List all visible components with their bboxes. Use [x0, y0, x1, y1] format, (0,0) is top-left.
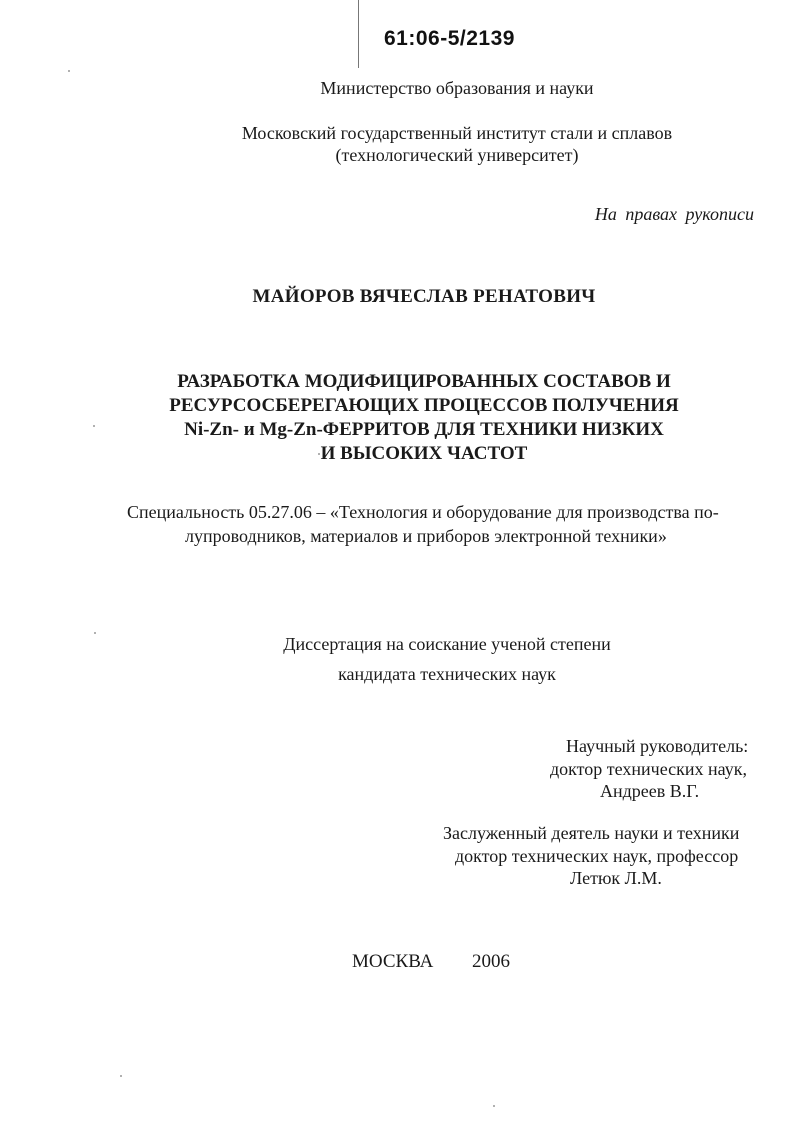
supervisor-name: Андреев В.Г.	[600, 781, 700, 801]
specialty-block	[127, 500, 757, 548]
consultant-title: Заслуженный деятель науки и техники	[443, 823, 740, 843]
scan-speck	[120, 1075, 122, 1077]
stamp-rule	[358, 0, 359, 68]
supervisor-degree: доктор технических наук,	[550, 759, 747, 779]
author-name: МАЙОРОВ ВЯЧЕСЛАВ РЕНАТОВИЧ	[252, 286, 596, 307]
year: 2006	[472, 951, 510, 972]
rights-note: На правах рукописи	[594, 204, 754, 224]
thesis-degree-line: Диссертация на соискание ученой степени	[283, 634, 611, 654]
title-line: И ВЫСОКИХ ЧАСТОТ	[320, 443, 528, 464]
title-line: РЕСУРСОСБЕРЕГАЮЩИХ ПРОЦЕССОВ ПОЛУЧЕНИЯ	[169, 395, 679, 416]
specialty-line: Специальность 05.27.06 – «Технология и оборудование для производства по-	[127, 502, 719, 522]
title-line: РАЗРАБОТКА МОДИФИЦИРОВАННЫХ СОСТАВОВ И	[177, 371, 671, 392]
supervisor-label: Научный руководитель:	[566, 736, 749, 756]
scan-speck	[493, 1105, 495, 1107]
thesis-degree-line: кандидата технических наук	[338, 664, 556, 684]
scan-speck	[318, 453, 320, 455]
consultant-degree: доктор технических наук, профессор	[455, 846, 739, 866]
scan-speck	[94, 632, 96, 634]
scan-speck	[93, 425, 95, 427]
specialty-line: лупроводников, материалов и приборов электронной техники»	[185, 526, 667, 546]
institute-name: Московский государственный институт стали и сплавов	[241, 123, 673, 143]
scan-speck	[68, 70, 70, 72]
dissertation-title	[0, 370, 794, 466]
institute-subtitle: (технологический университет)	[335, 145, 579, 165]
consultant-name: Летюк Л.М.	[570, 868, 662, 888]
ministry-name: Министерство образования и науки	[320, 78, 594, 98]
archive-stamp-code: 61:06-5/2139	[384, 27, 515, 50]
city: МОСКВА	[352, 951, 434, 972]
title-line: Ni-Zn- и Mg-Zn-ФЕРРИТОВ ДЛЯ ТЕХНИКИ НИЗКИХ	[184, 419, 664, 440]
